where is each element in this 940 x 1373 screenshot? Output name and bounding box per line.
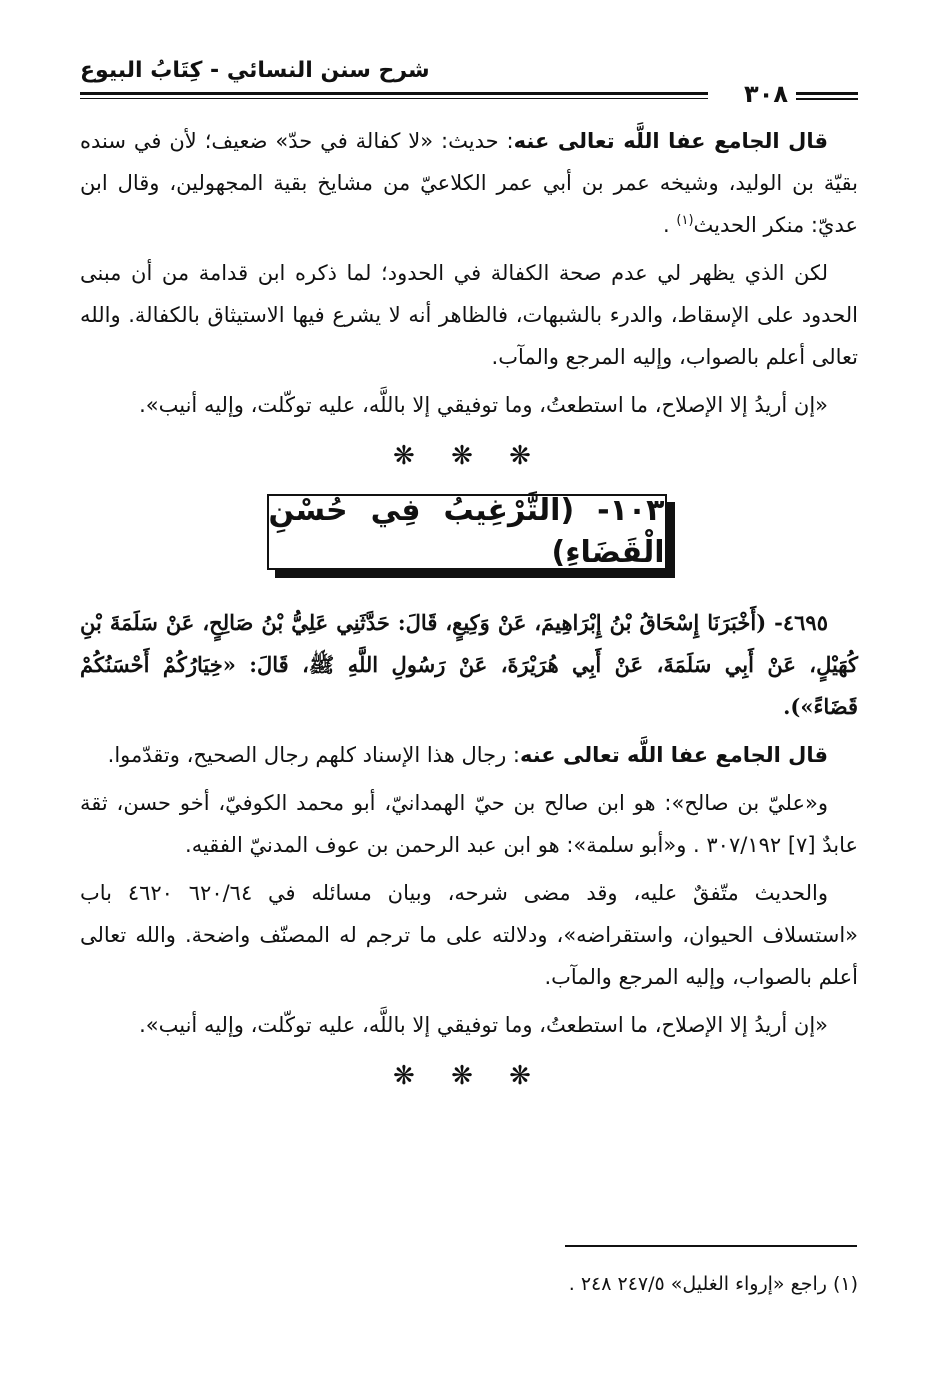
header-rule-thin [80,98,708,99]
paragraph: لكن الذي يظهر لي عدم صحة الكفالة في الحدود؛ لما ذكره ابن قدامة من أن مبنى الحدود على الإسقاط، والدرء بالشبهات، فالظاهر أنه لا يشرع فيها الاستيثاق بالكفالة. والله تعالى أعلم بالصواب، وإليه المرجع والمآب. [80,261,858,369]
page-header [80,58,858,108]
paragraph: والحديث متّفقٌ عليه، وقد مضى شرحه، وبيان مسائله في ٦٢٠/٦٤ ٤٦٢٠ باب «استسلاف الحيوان، واستقراضه»، ودلالته على ما ترجم له المصنّف واضحة. والله تعالى أعلم بالصواب، وإليه المرجع والمآب. [80,881,858,989]
hadith-text: ٤٦٩٥- (أَخْبَرَنَا إِسْحَاقُ بْنُ إِبْرَاهِيمَ، عَنْ وَكِيعٍ، قَالَ: حَدَّثَنِي عَلِيُّ بْنُ صَالِحٍ، عَنْ سَلَمَةَ بْنِ كُهَيْلٍ، عَنْ أَبِي سَلَمَةَ، عَنْ أَبِي هُرَيْرَةَ، عَنْ رَسُولِ اللَّهِ ﷺ، قَالَ: «خِيَارُكُمْ أَحْسَنُكُمْ قَضَاءً»). [80,610,858,719]
footnote: (١) راجع «إرواء الغليل» ٢٤٧/٥ ٢٤٨ . [568,1273,858,1295]
author-lead: قال الجامع عفا اللَّه تعالى عنه [519,743,828,767]
header-rule [80,92,708,95]
section-divider-stars: ❋ ❋ ❋ [393,441,545,471]
footnote-marker: (١) [676,213,694,228]
header-dash [796,92,858,95]
chapter-title: ١٠٣- (التَّرْغِيبُ فِي حُسْنِ الْقَضَاءِ) [268,493,665,570]
paragraph [80,120,858,246]
footnote-separator [565,1245,857,1247]
chapter-heading-box [267,494,672,576]
paragraph [80,734,858,776]
running-title: شرح سنن النسائي - كِتَابُ البيوع [80,58,430,83]
paragraph-text: : حديث: «لا كفالة في حدّ» ضعيف؛ لأن في سنده بقيّة بن الوليد، وشيخه عمر بن أبي عمر الكلاعيّ من مشايخ بقية المجهولين، وقال ابن عديّ: منكر الحديث [80,129,858,237]
paragraph: و«عليّ بن صالح»: هو ابن صالح بن حيّ الهمدانيّ، أبو محمد الكوفيّ، أخو حسن، ثقة عابدٌ [٧] ٣٠٧/١٩٢ . و«أبو سلمة»: هو ابن عبد الرحمن بن عوف المدنيّ الفقيه. [80,791,858,857]
paragraph-end: . [663,213,677,237]
paragraph-text: : رجال هذا الإسناد كلهم رجال الصحيح، وتقدّموا. [107,743,520,767]
author-lead: قال الجامع عفا اللَّه تعالى عنه [513,129,828,153]
quote-paragraph: «إن أريدُ إلا الإصلاح، ما استطعتُ، وما توفيقي إلا باللَّه، عليه توكّلت، وإليه أنيب». [139,1013,828,1037]
section-divider-stars: ❋ ❋ ❋ [393,1061,545,1091]
quote-paragraph: «إن أريدُ إلا الإصلاح، ما استطعتُ، وما توفيقي إلا باللَّه، عليه توكّلت، وإليه أنيب». [139,393,828,417]
page-number: ٣٠٨ [744,80,788,108]
header-dash-lower [796,98,858,100]
page-body [80,120,858,1114]
